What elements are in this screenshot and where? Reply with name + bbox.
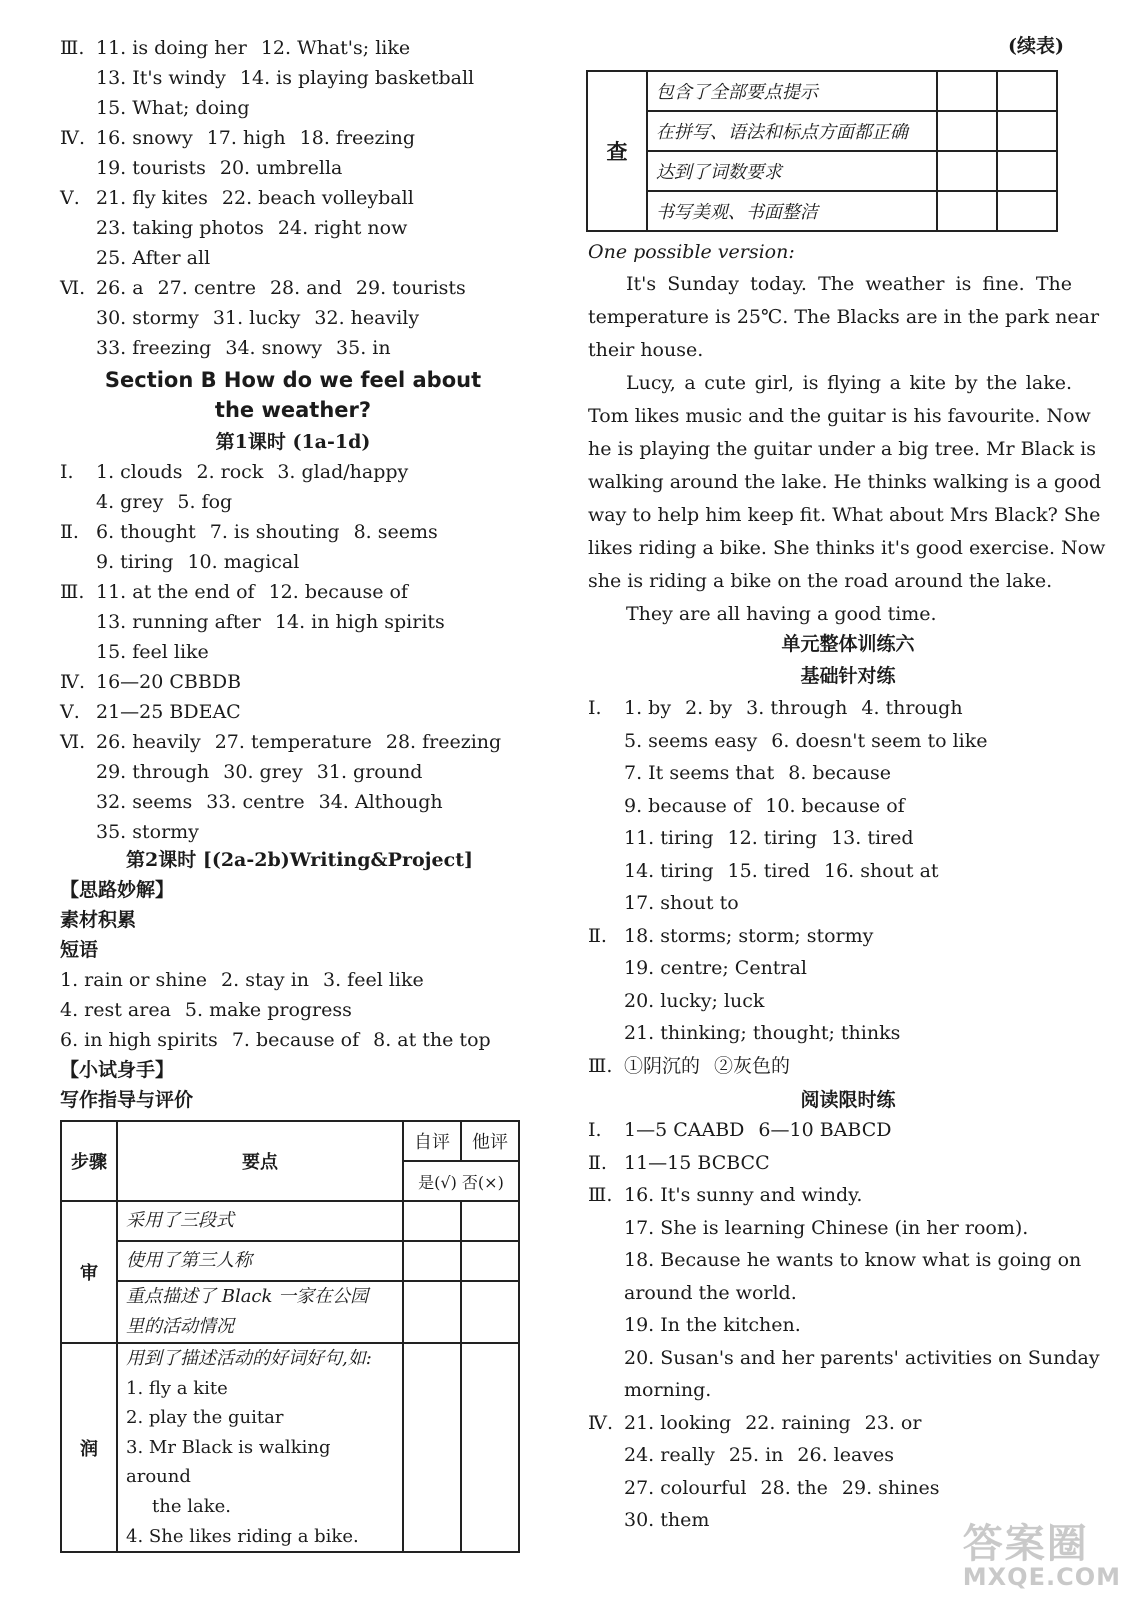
- self-check-cell: [937, 71, 997, 111]
- peer-eval-header: 他评: [461, 1121, 519, 1161]
- answer-item: 34. Although: [318, 791, 443, 813]
- self-check-cell: [403, 1343, 461, 1552]
- answer-item: 11. at the end of: [96, 581, 255, 603]
- criteria-text: 使用了第三人称: [126, 1250, 252, 1271]
- step-check: 查: [587, 71, 647, 231]
- peer-check-cell: [997, 111, 1057, 151]
- roman-numeral: Ⅴ.: [60, 701, 80, 723]
- roman-numeral: Ⅲ.: [588, 1184, 613, 1206]
- answer-item: 6. thought: [96, 521, 196, 543]
- criteria-cell: 包含了全部要点提示: [647, 71, 938, 111]
- answer-item: 5. seems easy: [624, 729, 758, 752]
- roman-numeral: Ⅲ.: [588, 1054, 613, 1077]
- unit-title: 单元整体训练六: [781, 633, 915, 655]
- writing-evaluation-table: [60, 1120, 520, 1553]
- answer-item: 18. Because he wants to know what is going on: [624, 1249, 1082, 1271]
- answer-item: 28. freezing: [385, 731, 502, 753]
- answer-item: 2. rock: [196, 461, 264, 483]
- answer-item: ②灰色的: [714, 1054, 791, 1077]
- answer-item: 21—25 BDEAC: [96, 701, 241, 723]
- answer-item: 21. thinking; thought; thinks: [624, 1022, 901, 1044]
- answer-item: 20. umbrella: [219, 157, 343, 179]
- answer-item: 21. fly kites: [96, 187, 208, 209]
- answer-item: 19. In the kitchen.: [624, 1314, 801, 1336]
- answer-item: 23. or: [864, 1411, 922, 1434]
- answer-item: 3. through: [746, 697, 848, 719]
- phrase-item: 5. make progress: [184, 999, 352, 1021]
- criteria-cell: [117, 1343, 403, 1552]
- lesson-2-title: 第2课时 [(2a-2b)Writing&Project]: [126, 849, 473, 871]
- answer-item: 7. is shouting: [209, 521, 340, 543]
- essay-line: Tom likes music and the guitar is his favourite. Now: [588, 405, 1091, 427]
- answer-item: 30. stormy: [96, 307, 199, 329]
- answer-item: 29. through: [96, 761, 210, 783]
- criteria-text: 采用了三段式: [126, 1210, 234, 1231]
- answer-line: [588, 1346, 1114, 1370]
- roman-numeral: Ⅰ.: [588, 1119, 602, 1141]
- peer-check-cell: [461, 1201, 519, 1241]
- answer-item: 16. shout at: [824, 859, 939, 882]
- answer-item: 16. It's sunny and windy.: [624, 1184, 863, 1206]
- answer-line: [60, 36, 424, 60]
- essay-paragraph: [588, 598, 1072, 631]
- phrase-item: 2. stay in: [221, 969, 310, 991]
- answer-item: 3. glad/happy: [277, 461, 409, 483]
- answer-item: 4. grey: [96, 491, 164, 513]
- essay-line: temperature is 25℃. The Blacks are in the park near: [588, 306, 1100, 328]
- essay-line: their house.: [588, 339, 704, 361]
- section-b-title: Section B How do we feel about: [104, 368, 482, 392]
- phrase-line: [60, 998, 366, 1022]
- answer-line: [588, 1183, 876, 1207]
- roman-numeral: Ⅵ.: [60, 731, 86, 753]
- answer-item: 6. doesn't seem to like: [771, 729, 988, 752]
- answer-line: [588, 729, 1002, 753]
- answer-item: 35. stormy: [96, 821, 199, 843]
- material-heading: 素材积累: [60, 909, 137, 931]
- criteria-text: 里的活动情况: [126, 1316, 234, 1337]
- answer-line: [588, 1411, 935, 1435]
- essay-line: she is riding a bike on the road around the lake.: [588, 570, 1053, 592]
- answer-line: [60, 276, 480, 300]
- answer-item: 21. looking: [624, 1411, 732, 1434]
- roman-numeral: Ⅲ.: [60, 581, 85, 603]
- self-check-cell: [937, 111, 997, 151]
- answer-item: 24. right now: [277, 217, 408, 239]
- answer-item: 10. because of: [765, 794, 905, 817]
- answer-item: 15. feel like: [96, 641, 209, 663]
- answer-line: [60, 246, 224, 270]
- criteria-text: 2. play the guitar: [126, 1407, 284, 1429]
- answer-item: 5. fog: [177, 491, 233, 513]
- answer-line: [588, 1476, 953, 1500]
- answer-line: [60, 520, 452, 544]
- answer-item: 29. shines: [841, 1476, 940, 1499]
- answer-item: 23. taking photos: [96, 217, 264, 239]
- answer-line: [588, 1216, 1042, 1240]
- answer-item: 27. colourful: [624, 1476, 747, 1499]
- answer-line: [60, 640, 223, 664]
- phrase-line: [60, 968, 438, 992]
- answer-line: [60, 460, 422, 484]
- answer-item: 14. is playing basketball: [239, 67, 475, 89]
- phrase-line: [60, 1028, 505, 1052]
- answer-item: 11—15 BCBCC: [624, 1151, 770, 1174]
- answer-item: 16. snowy: [96, 127, 193, 149]
- answer-line: [588, 989, 778, 1013]
- answer-item: 22. beach volleyball: [221, 187, 414, 209]
- answer-item: 8. because: [788, 762, 892, 784]
- answer-item: 35. in: [336, 337, 391, 359]
- answer-line: [588, 794, 919, 818]
- answer-item: 13. It's windy: [96, 67, 226, 89]
- answer-item: 30. them: [624, 1509, 710, 1531]
- answer-item: 6—10 BABCD: [758, 1119, 892, 1141]
- roman-numeral: Ⅱ.: [588, 924, 607, 947]
- answer-item: 7. It seems that: [624, 762, 775, 784]
- answer-item: 19. centre; Central: [624, 957, 807, 979]
- essay-line: likes riding a bike. She thinks it's good exercise. Now: [588, 537, 1106, 559]
- answer-line: [60, 580, 422, 604]
- answer-line: [588, 1443, 908, 1467]
- criteria-text: 用到了描述活动的好词好句,如:: [126, 1348, 372, 1369]
- answer-item: 17. high: [206, 127, 286, 149]
- self-check-cell: [403, 1281, 461, 1343]
- essay-line: he is playing the guitar under a big tree. Mr Black is: [588, 438, 1096, 460]
- self-check-cell: [937, 151, 997, 191]
- answer-line: [60, 700, 255, 724]
- answer-item: 33. freezing: [96, 337, 212, 359]
- answer-line: [60, 66, 488, 90]
- answer-item: 1—5 CAABD: [624, 1119, 745, 1141]
- watermark-top: 答案圈: [962, 1521, 1089, 1567]
- self-check-cell: [403, 1201, 461, 1241]
- criteria-cell: [117, 1201, 403, 1241]
- reading-practice-title: 阅读限时练: [800, 1089, 896, 1111]
- try-heading: 【小试身手】: [60, 1059, 175, 1081]
- answer-item: 30. grey: [223, 761, 303, 783]
- roman-numeral: Ⅳ.: [60, 671, 86, 693]
- roman-numeral: Ⅳ.: [60, 127, 86, 149]
- phrase-item: 8. at the top: [373, 1029, 491, 1051]
- answer-line: [588, 1508, 723, 1532]
- phrase-item: 4. rest area: [60, 999, 171, 1021]
- answer-item: 24. really: [624, 1444, 715, 1466]
- section-b-title-cont: the weather?: [214, 398, 372, 422]
- essay-paragraph: [588, 268, 1100, 367]
- answer-line: [588, 826, 928, 850]
- answer-line: [60, 760, 436, 784]
- answer-line: [60, 730, 515, 754]
- peer-check-cell: [461, 1281, 519, 1343]
- points-header: 要点: [117, 1121, 403, 1201]
- basic-practice-title: 基础针对练: [800, 665, 896, 687]
- answer-item: 27. centre: [157, 277, 256, 299]
- criteria-cell: 在拼写、语法和标点方面都正确: [647, 111, 938, 151]
- answer-item: 22. raining: [745, 1411, 851, 1434]
- answer-line: [588, 1313, 815, 1337]
- essay-line: It's Sunday today. The weather is fine. The: [626, 273, 1072, 295]
- answer-item: 31. ground: [316, 761, 423, 783]
- answer-item: 13. running after: [96, 611, 261, 633]
- answer-item: 16—20 CBBDB: [96, 671, 242, 693]
- answer-line: [588, 859, 953, 883]
- peer-check-cell: [997, 71, 1057, 111]
- answer-line: [60, 336, 405, 360]
- answer-line: [60, 216, 421, 240]
- answer-line: [588, 1054, 804, 1078]
- answer-item: 33. centre: [206, 791, 305, 813]
- answer-item: 12. because of: [268, 581, 408, 603]
- answer-item: around the world.: [624, 1281, 797, 1304]
- criteria-text: 重点描述了 Black 一家在公园: [126, 1286, 369, 1307]
- answer-line: [588, 1151, 784, 1175]
- answer-line: [588, 1378, 725, 1402]
- answer-item: 27. temperature: [214, 731, 372, 753]
- phrase-item: 7. because of: [231, 1029, 360, 1051]
- criteria-text: 4. She likes riding a bike.: [126, 1525, 359, 1547]
- answer-line: [588, 1248, 1095, 1272]
- roman-numeral: Ⅵ.: [60, 277, 86, 299]
- version-label: One possible version:: [588, 241, 795, 263]
- phrase-item: 3. feel like: [323, 969, 424, 991]
- answer-item: 28. the: [760, 1476, 828, 1499]
- answer-item: 25. After all: [96, 247, 211, 269]
- roman-numeral: Ⅱ.: [60, 521, 79, 543]
- answer-line: [588, 956, 821, 980]
- answer-item: 18. storms; storm; stormy: [624, 924, 874, 947]
- answer-item: 32. heavily: [314, 307, 420, 329]
- answer-item: 28. and: [269, 277, 342, 299]
- answer-item: 18. freezing: [299, 127, 416, 149]
- self-check-cell: [937, 191, 997, 231]
- answer-item: 8. seems: [353, 521, 438, 543]
- answer-item: 11. tiring: [624, 827, 714, 849]
- criteria-cell: [117, 1241, 403, 1281]
- answer-line: [588, 924, 887, 948]
- peer-check-cell: [461, 1343, 519, 1552]
- watermark-logo: [962, 1521, 1121, 1591]
- answer-line: [60, 820, 213, 844]
- answer-line: [588, 1118, 905, 1142]
- answer-item: 25. in: [728, 1444, 784, 1466]
- roman-numeral: Ⅲ.: [60, 37, 85, 59]
- answer-line: [60, 126, 429, 150]
- essay-paragraph: [588, 367, 1106, 598]
- peer-check-cell: [461, 1241, 519, 1281]
- answer-item: 26. a: [96, 277, 144, 299]
- answer-item: 15. tired: [727, 859, 810, 882]
- answer-item: 15. What; doing: [96, 97, 250, 119]
- criteria-cell: 书写美观、书面整洁: [647, 191, 938, 231]
- step-review: 审: [61, 1201, 117, 1343]
- roman-numeral: Ⅳ.: [588, 1411, 614, 1434]
- answer-line: [60, 670, 255, 694]
- continued-label: (续表): [1008, 35, 1064, 57]
- phrase-item: 1. rain or shine: [60, 969, 208, 991]
- answer-item: 12. What's; like: [260, 37, 411, 59]
- answer-item: 4. through: [861, 697, 963, 719]
- essay-line: way to help him keep fit. What about Mrs Black? She: [588, 504, 1101, 526]
- answer-item: 17. She is learning Chinese (in her room).: [624, 1216, 1029, 1239]
- phrases-heading: 短语: [60, 939, 99, 961]
- answer-item: 2. by: [685, 697, 733, 719]
- step-polish: 润: [61, 1343, 117, 1552]
- answer-line: [60, 550, 313, 574]
- step-header: 步骤: [61, 1121, 117, 1201]
- peer-check-cell: [997, 191, 1057, 231]
- self-eval-header: 自评: [403, 1121, 461, 1161]
- answer-item: 14. tiring: [624, 859, 714, 882]
- answer-item: 32. seems: [96, 791, 193, 813]
- answer-line: [588, 891, 753, 915]
- lesson-1-title: 第1课时 (1a-1d): [215, 431, 371, 453]
- answer-item: 20. lucky; luck: [624, 989, 765, 1012]
- roman-numeral: Ⅱ.: [588, 1151, 607, 1174]
- roman-numeral: Ⅰ.: [60, 461, 74, 483]
- answer-line: [60, 156, 356, 180]
- self-check-cell: [403, 1241, 461, 1281]
- answer-item: 11. is doing her: [96, 37, 247, 59]
- answer-item: 9. because of: [624, 794, 752, 817]
- essay-line: walking around the lake. He thinks walking is a good: [588, 471, 1102, 493]
- answer-item: 13. tired: [831, 827, 914, 849]
- answer-item: 1. by: [624, 697, 672, 719]
- answer-item: 9. tiring: [96, 551, 174, 573]
- roman-numeral: Ⅴ.: [60, 187, 80, 209]
- watermark-bottom: MXQE.COM: [962, 1563, 1121, 1591]
- check-table: [586, 70, 1058, 232]
- guide-heading: 写作指导与评价: [60, 1089, 194, 1111]
- answer-item: 34. snowy: [225, 337, 323, 359]
- essay-line: Lucy, a cute girl, is flying a kite by the lake.: [626, 372, 1072, 394]
- answer-item: 26. leaves: [797, 1444, 895, 1466]
- answer-line: [60, 490, 246, 514]
- answer-line: [588, 1021, 914, 1045]
- answer-item: 12. tiring: [727, 827, 818, 849]
- criteria-text: the lake.: [152, 1495, 231, 1517]
- answer-item: 19. tourists: [96, 157, 206, 179]
- yes-no-header: 是(√) 否(×): [403, 1161, 519, 1201]
- answer-item: 1. clouds: [96, 461, 183, 483]
- answer-line: [588, 696, 977, 720]
- answer-line: [588, 761, 905, 785]
- answer-line: [60, 306, 433, 330]
- answer-line: [60, 186, 428, 210]
- tips-heading: 【思路妙解】: [60, 879, 175, 901]
- answer-item: morning.: [624, 1379, 712, 1401]
- criteria-cell: [117, 1281, 403, 1343]
- criteria-cell: 达到了词数要求: [647, 151, 938, 191]
- roman-numeral: Ⅰ.: [588, 697, 602, 719]
- answer-line: [60, 790, 457, 814]
- answer-item: 10. magical: [187, 551, 300, 573]
- answer-item: 17. shout to: [624, 892, 739, 914]
- peer-check-cell: [997, 151, 1057, 191]
- answer-line: [60, 610, 459, 634]
- answer-line: [60, 96, 264, 120]
- answer-item: 26. heavily: [96, 731, 201, 753]
- answer-item: 14. in high spirits: [274, 611, 445, 633]
- answer-line: [588, 1281, 811, 1305]
- answer-item: ①阴沉的: [624, 1054, 701, 1077]
- answer-item: 29. tourists: [355, 277, 466, 299]
- criteria-text: 3. Mr Black is walking around: [126, 1436, 331, 1488]
- criteria-text: 1. fly a kite: [126, 1377, 228, 1399]
- phrase-item: 6. in high spirits: [60, 1029, 218, 1051]
- essay-line: They are all having a good time.: [626, 603, 937, 625]
- answer-item: 20. Susan's and her parents' activities on Sunday: [624, 1346, 1100, 1369]
- answer-item: 31. lucky: [212, 307, 301, 329]
